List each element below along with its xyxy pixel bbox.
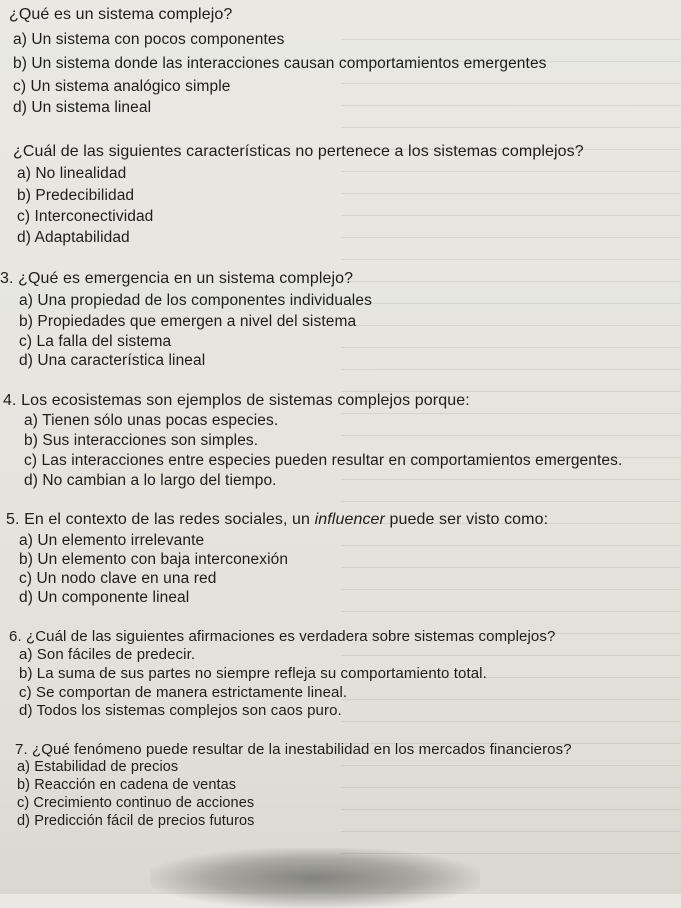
question-3-option-a: a) Una propiedad de los componentes individuales [19,292,372,309]
question-5-option-a: a) Un elemento irrelevante [19,532,205,549]
question-1-option-c: c) Un sistema analógico simple [13,78,231,95]
question-1-option-d: d) Un sistema lineal [13,99,152,116]
question-4-text: 4. Los ecosistemas son ejemplos de sistemas complejos porque: [3,392,470,409]
question-2-option-d: d) Adaptabilidad [17,229,130,246]
question-6-option-b: b) La suma de sus partes no siempre refleja su comportamiento total. [19,665,487,682]
question-1-option-b: b) Un sistema donde las interacciones causan comportamientos emergentes [13,55,547,72]
question-1-text: ¿Qué es un sistema complejo? [9,6,233,23]
question-2-option-b: b) Predecibilidad [17,187,135,204]
question-5-text-end: puede ser visto como: [384,511,549,528]
question-5-option-d: d) Un componente lineal [19,589,190,606]
question-4-option-a: a) Tienen sólo unas pocas especies. [24,412,279,429]
question-6-option-d: d) Todos los sistemas complejos son caos puro. [19,702,342,719]
question-7-option-c: c) Crecimiento continuo de acciones [17,795,255,811]
question-6-option-c: c) Se comportan de manera estrictamente lineal. [19,684,348,701]
question-3-option-d: d) Una característica lineal [19,352,206,369]
question-2-option-a: a) No linealidad [17,165,127,182]
question-3-text: 3. ¿Qué es emergencia en un sistema complejo? [0,270,354,287]
question-5-italic-term: influencer [314,511,385,528]
question-7-option-b: b) Reacción en cadena de ventas [17,777,237,793]
question-2-option-c: c) Interconectividad [17,208,154,225]
question-5-option-c: c) Un nodo clave en una red [19,570,217,587]
question-4-option-d: d) No cambian a lo largo del tiempo. [24,472,277,489]
question-4-option-c: c) Las interacciones entre especies pueden resultar en comportamientos emergentes. [24,452,623,469]
question-5-option-b: b) Un elemento con baja interconexión [19,551,289,568]
question-2-text: ¿Cuál de las siguientes características no pertenece a los sistemas complejos? [13,143,584,160]
question-7-option-d: d) Predicción fácil de precios futuros [17,813,255,829]
question-3-option-c: c) La falla del sistema [19,333,172,350]
question-5-text [6,511,548,529]
question-3-option-b: b) Propiedades que emergen a nivel del sistema [19,313,357,330]
question-6-text: 6. ¿Cuál de las siguientes afirmaciones es verdadera sobre sistemas complejos? [9,628,556,645]
question-7-text: 7. ¿Qué fenómeno puede resultar de la inestabilidad en los mercados financieros? [15,741,572,758]
question-7-option-a: a) Estabilidad de precios [17,759,179,775]
question-5-text-start: 5. En el contexto de las redes sociales, un [6,511,315,528]
question-4-option-b: b) Sus interacciones son simples. [24,432,259,449]
phone-shadow [150,848,480,908]
question-6-option-a: a) Son fáciles de predecir. [19,646,196,663]
question-1-option-a: a) Un sistema con pocos componentes [13,31,285,48]
